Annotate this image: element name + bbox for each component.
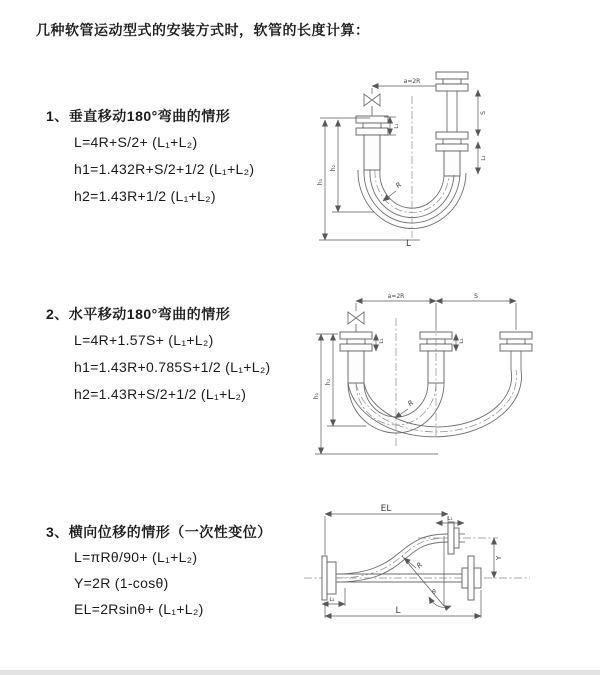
formula-line: L=4R+1.57S+ (L₁+L₂) (74, 332, 214, 348)
formula-line: EL=2Rsinθ+ (L₁+L₂) (74, 601, 204, 617)
formula-line: h1=1.432R+S/2+1/2 (L₁+L₂) (74, 161, 255, 177)
dimension-el (325, 504, 448, 555)
radius-label: R (415, 560, 425, 571)
dimension-a2r (356, 293, 436, 301)
dim-label-l: L (395, 606, 401, 616)
diagram-horizontal-180-bend (308, 288, 598, 463)
dim-label-a2r: a=2R (403, 78, 421, 85)
radius-callout (404, 558, 424, 570)
formula-line: h2=1.43R+S/2+1/2 (L₁+L₂) (74, 386, 247, 402)
dimension-l (325, 590, 481, 618)
dimension-l1 (436, 516, 464, 523)
page-title: 几种软管运动型式的安装方式时，软管的长度计算： (36, 22, 370, 38)
dim-label-l1: L₁ (379, 338, 385, 344)
left-flange (356, 116, 388, 135)
dim-label-l2: L₂ (329, 597, 335, 603)
formula-line: Y=2R (1-cosθ) (74, 575, 169, 591)
dimension-s (478, 90, 487, 136)
dim-label-s: S (474, 293, 478, 300)
right-pipe (511, 351, 521, 370)
section-3-heading: 3、横向位移的情形（一次性变位） (46, 524, 272, 540)
angle-theta (402, 536, 451, 607)
dim-label-l1: L₁ (447, 516, 453, 522)
valve-icon (348, 312, 364, 332)
dimension-l2 (456, 334, 465, 351)
dim-label-s: S (480, 111, 487, 115)
radius-label: R (394, 180, 404, 191)
dimension-l2 (478, 142, 487, 174)
right-pipe-positions (436, 72, 468, 176)
formula-line: L=4R+S/2+ (L₁+L₂) (74, 134, 198, 150)
dim-label-h1: h₁ (313, 392, 320, 400)
dim-label-l2: L₂ (459, 338, 465, 344)
dimension-y (494, 538, 503, 578)
dim-label-a2r: a=2R (387, 293, 405, 300)
dimension-l1 (376, 334, 385, 351)
scan-edge (0, 670, 600, 675)
dim-label-l2: L₂ (481, 155, 487, 161)
angle-label: θ (432, 589, 436, 596)
section-2-heading: 2、水平移动180°弯曲的情形 (46, 306, 231, 322)
dim-label-h2: h₂ (330, 164, 337, 172)
hose-braid-left (364, 135, 380, 170)
radius-label: R (406, 398, 416, 409)
radius-callout (395, 399, 415, 418)
dim-label-y: Y (495, 555, 503, 561)
formula-line: h1=1.43R+0.785S+1/2 (L₁+L₂) (74, 359, 271, 375)
formula-line: h2=1.43R+1/2 (L₁+L₂) (74, 188, 216, 204)
diagram-vertical-180-bend (312, 70, 590, 250)
hose-braid-left (348, 351, 364, 383)
formula-line: L=πRθ/90+ (L₁+L₂) (74, 549, 198, 565)
hose-curve (336, 534, 448, 582)
left-flange (322, 556, 336, 600)
dim-label-h2: h₂ (325, 378, 332, 386)
valve-icon (364, 94, 380, 116)
dim-label-h1: h₁ (317, 178, 324, 186)
length-label: L (406, 239, 412, 249)
dim-label-l1: L₁ (394, 123, 400, 129)
top-right-flange (448, 522, 465, 554)
dim-label-el: EL (380, 504, 392, 514)
diagram-lateral-displacement (298, 498, 598, 643)
section-1-heading: 1、垂直移动180°弯曲的情形 (46, 108, 231, 124)
radius-callout (383, 181, 403, 201)
